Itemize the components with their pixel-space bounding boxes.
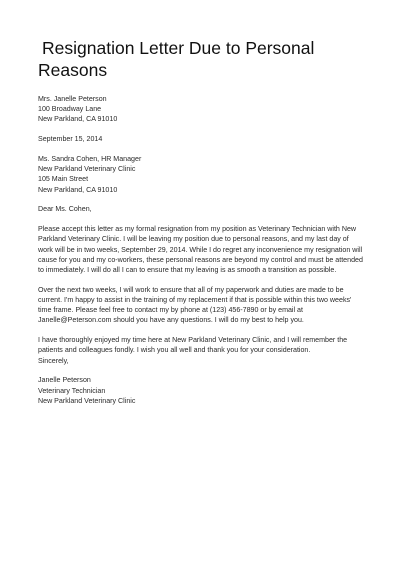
title-line-1: Resignation Letter Due to Personal bbox=[42, 38, 315, 58]
body-paragraph-1 bbox=[38, 224, 373, 275]
body-paragraph-2 bbox=[38, 285, 373, 326]
paragraph-line: work will be in two weeks, September 29, 2014. While I do regret any inconvenience my resignation will bbox=[38, 245, 363, 254]
recipient-address bbox=[38, 154, 373, 195]
recipient-name: Ms. Sandra Cohen, HR Manager bbox=[38, 155, 142, 163]
body-paragraph-3 bbox=[38, 335, 373, 366]
paragraph-line: Janelle@Peterson.com should you have any questions. I will do my best to help you. bbox=[38, 316, 304, 325]
signature-name: Janelle Peterson bbox=[38, 376, 91, 385]
letter-title bbox=[38, 37, 373, 81]
sender-name: Mrs. Janelle Peterson bbox=[38, 95, 107, 103]
paragraph-line: Please accept this letter as my formal resignation from my position as Veterinary Technician with New bbox=[38, 225, 357, 234]
paragraph-line: Parkland Veterinary Clinic. I will be leaving my position due to personal reasons, and my last day of bbox=[38, 235, 349, 244]
sender-address bbox=[38, 94, 373, 125]
closing: Sincerely, bbox=[38, 356, 69, 365]
paragraph-line: patients and colleagues fondly. I wish you all well and thank you for your consideration. bbox=[38, 346, 311, 355]
paragraph-line: I have thoroughly enjoyed my time here at New Parkland Veterinary Clinic, and I will remember the bbox=[38, 336, 348, 345]
signature-organization: New Parkland Veterinary Clinic bbox=[38, 396, 136, 405]
paragraph-line: cause for you and my co-workers, these personal reasons are beyond my control and must be attended bbox=[38, 255, 363, 264]
title-line-2: Reasons bbox=[38, 60, 108, 80]
signature-block bbox=[38, 375, 373, 406]
paragraph-line: time frame. Please feel free to contact my by phone at (123) 456-7890 or by email at bbox=[38, 306, 303, 315]
paragraph-line: to immediately. I will do all I can to ensure that my leaving is as smooth a transition as possible. bbox=[38, 266, 337, 275]
salutation-block bbox=[38, 204, 373, 214]
paragraph-line: current. I'm happy to assist in the training of my replacement if that is possible within this two weeks' bbox=[38, 296, 352, 305]
recipient-city: New Parkland, CA 91010 bbox=[38, 185, 118, 194]
sender-street: 100 Broadway Lane bbox=[38, 105, 102, 114]
paragraph-line: Over the next two weeks, I will work to ensure that all of my paperwork and duties are made to be bbox=[38, 285, 344, 294]
letter-date: September 15, 2014 bbox=[38, 135, 103, 144]
recipient-organization: New Parkland Veterinary Clinic bbox=[38, 165, 136, 174]
letter-date-block bbox=[38, 134, 373, 144]
signature-title: Veterinary Technician bbox=[38, 386, 106, 395]
salutation: Dear Ms. Cohen, bbox=[38, 205, 92, 214]
recipient-street: 105 Main Street bbox=[38, 175, 89, 184]
sender-city: New Parkland, CA 91010 bbox=[38, 115, 118, 124]
